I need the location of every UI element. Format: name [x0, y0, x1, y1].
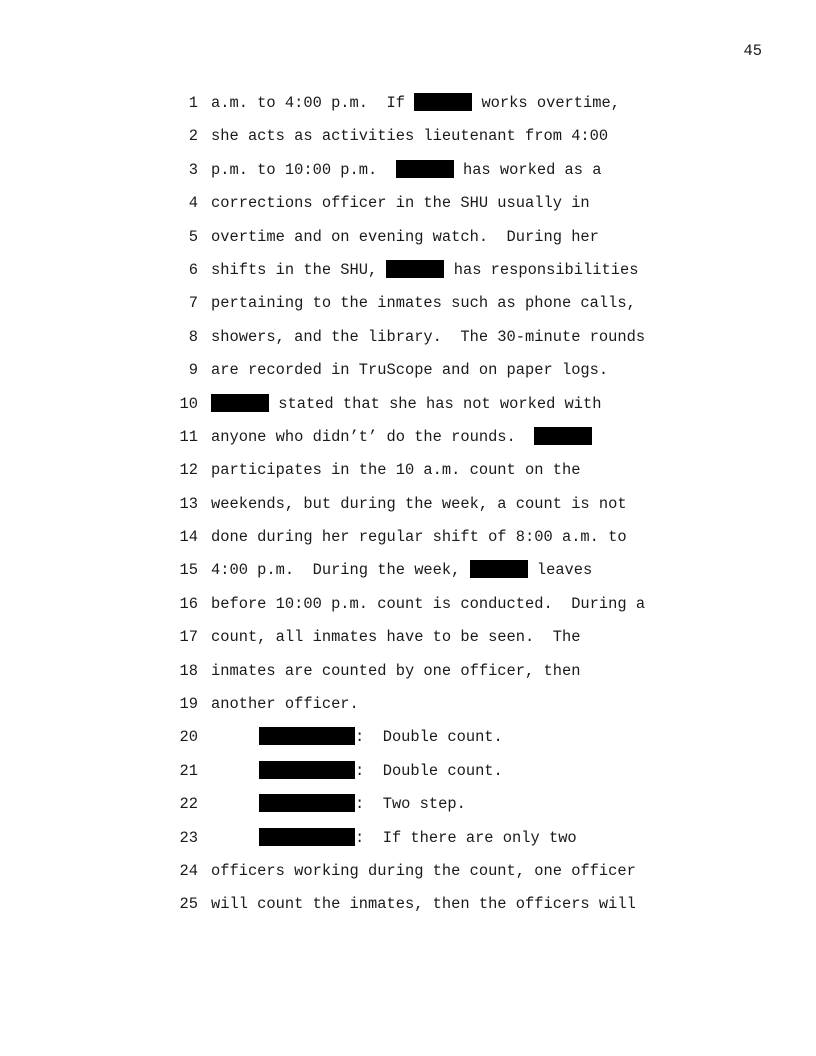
line-number: 25 — [179, 895, 198, 914]
transcript-line — [0, 759, 816, 792]
redaction-block — [386, 260, 444, 278]
line-number: 7 — [188, 294, 198, 313]
line-text: corrections officer in the SHU usually in — [211, 194, 590, 213]
redaction-block — [396, 160, 454, 178]
transcript-line — [0, 358, 816, 391]
line-text: 4:00 p.m. During the week, leaves — [211, 561, 593, 580]
redaction-block — [470, 560, 528, 578]
line-number: 12 — [179, 461, 198, 480]
transcript-line — [0, 325, 816, 358]
line-number: 6 — [188, 260, 198, 279]
line-number: 4 — [188, 194, 198, 213]
line-number: 18 — [179, 661, 198, 680]
line-text: : Double count. — [211, 725, 503, 749]
line-text: weekends, but during the week, a count is not — [211, 494, 627, 513]
line-text: stated that she has not worked with — [211, 392, 602, 416]
line-text: pertaining to the inmates such as phone calls, — [211, 294, 636, 313]
line-number: 5 — [188, 227, 198, 246]
transcript-line — [0, 492, 816, 525]
transcript-line — [0, 425, 816, 458]
transcript-line — [0, 659, 816, 692]
line-text: overtime and on evening watch. During her — [211, 227, 599, 246]
line-text: : Two step. — [211, 792, 466, 816]
redaction-block — [414, 93, 472, 111]
speaker-redaction-block — [259, 794, 355, 812]
line-text: done during her regular shift of 8:00 a.m. to — [211, 528, 627, 547]
transcript-body — [0, 91, 816, 926]
line-number: 21 — [179, 761, 198, 780]
line-number: 15 — [179, 561, 198, 580]
transcript-line — [0, 91, 816, 124]
line-text: she acts as activities lieutenant from 4:00 — [211, 127, 609, 146]
line-number: 23 — [179, 828, 198, 847]
line-number: 14 — [179, 528, 198, 547]
transcript-line — [0, 258, 816, 291]
line-text: officers working during the count, one officer — [211, 861, 636, 880]
transcript-line — [0, 225, 816, 258]
line-number: 8 — [188, 327, 198, 346]
line-number: 10 — [179, 394, 198, 413]
transcript-line — [0, 191, 816, 224]
line-number: 16 — [179, 594, 198, 613]
transcript-line — [0, 826, 816, 859]
transcript-line — [0, 558, 816, 591]
line-number: 9 — [188, 361, 198, 380]
line-text: another officer. — [211, 695, 359, 714]
redaction-block — [534, 427, 592, 445]
line-text: p.m. to 10:00 p.m. has worked as a — [211, 160, 602, 179]
transcript-line — [0, 725, 816, 758]
transcript-line — [0, 692, 816, 725]
line-text: inmates are counted by one officer, then — [211, 661, 581, 680]
speaker-redaction-block — [259, 727, 355, 745]
line-text: showers, and the library. The 30-minute rounds — [211, 327, 646, 346]
transcript-line — [0, 124, 816, 157]
transcript-line — [0, 592, 816, 625]
line-number: 1 — [188, 94, 198, 112]
line-text: : Double count. — [211, 759, 503, 783]
speaker-redaction-block — [259, 761, 355, 779]
redaction-block — [211, 394, 269, 412]
transcript-line — [0, 291, 816, 324]
transcript-line — [0, 458, 816, 491]
transcript-line — [0, 625, 816, 658]
line-text: count, all inmates have to be seen. The — [211, 628, 581, 647]
line-text: shifts in the SHU, has responsibilities — [211, 260, 639, 279]
line-text: participates in the 10 a.m. count on the — [211, 461, 581, 480]
transcript-line — [0, 792, 816, 825]
transcript-line — [0, 525, 816, 558]
line-number: 2 — [188, 127, 198, 146]
transcript-line — [0, 859, 816, 892]
line-text: anyone who didn’t’ do the rounds. — [211, 425, 592, 449]
line-number: 11 — [179, 427, 198, 446]
line-number: 13 — [179, 494, 198, 513]
transcript-line — [0, 392, 816, 425]
transcript-line — [0, 158, 816, 191]
line-number: 17 — [179, 628, 198, 647]
line-number: 22 — [179, 795, 198, 814]
line-text: will count the inmates, then the officers will — [211, 895, 636, 914]
line-number: 20 — [179, 728, 198, 747]
speaker-redaction-block — [259, 828, 355, 846]
line-number: 3 — [188, 160, 198, 179]
line-number: 24 — [179, 861, 198, 880]
line-text: a.m. to 4:00 p.m. If works overtime, — [211, 94, 620, 112]
line-number: 19 — [179, 695, 198, 714]
transcript-line — [0, 892, 816, 925]
line-text: are recorded in TruScope and on paper logs. — [211, 361, 609, 380]
line-text: : If there are only two — [211, 826, 577, 850]
page-number: 45 — [743, 42, 762, 60]
line-text: before 10:00 p.m. count is conducted. During a — [211, 594, 646, 613]
